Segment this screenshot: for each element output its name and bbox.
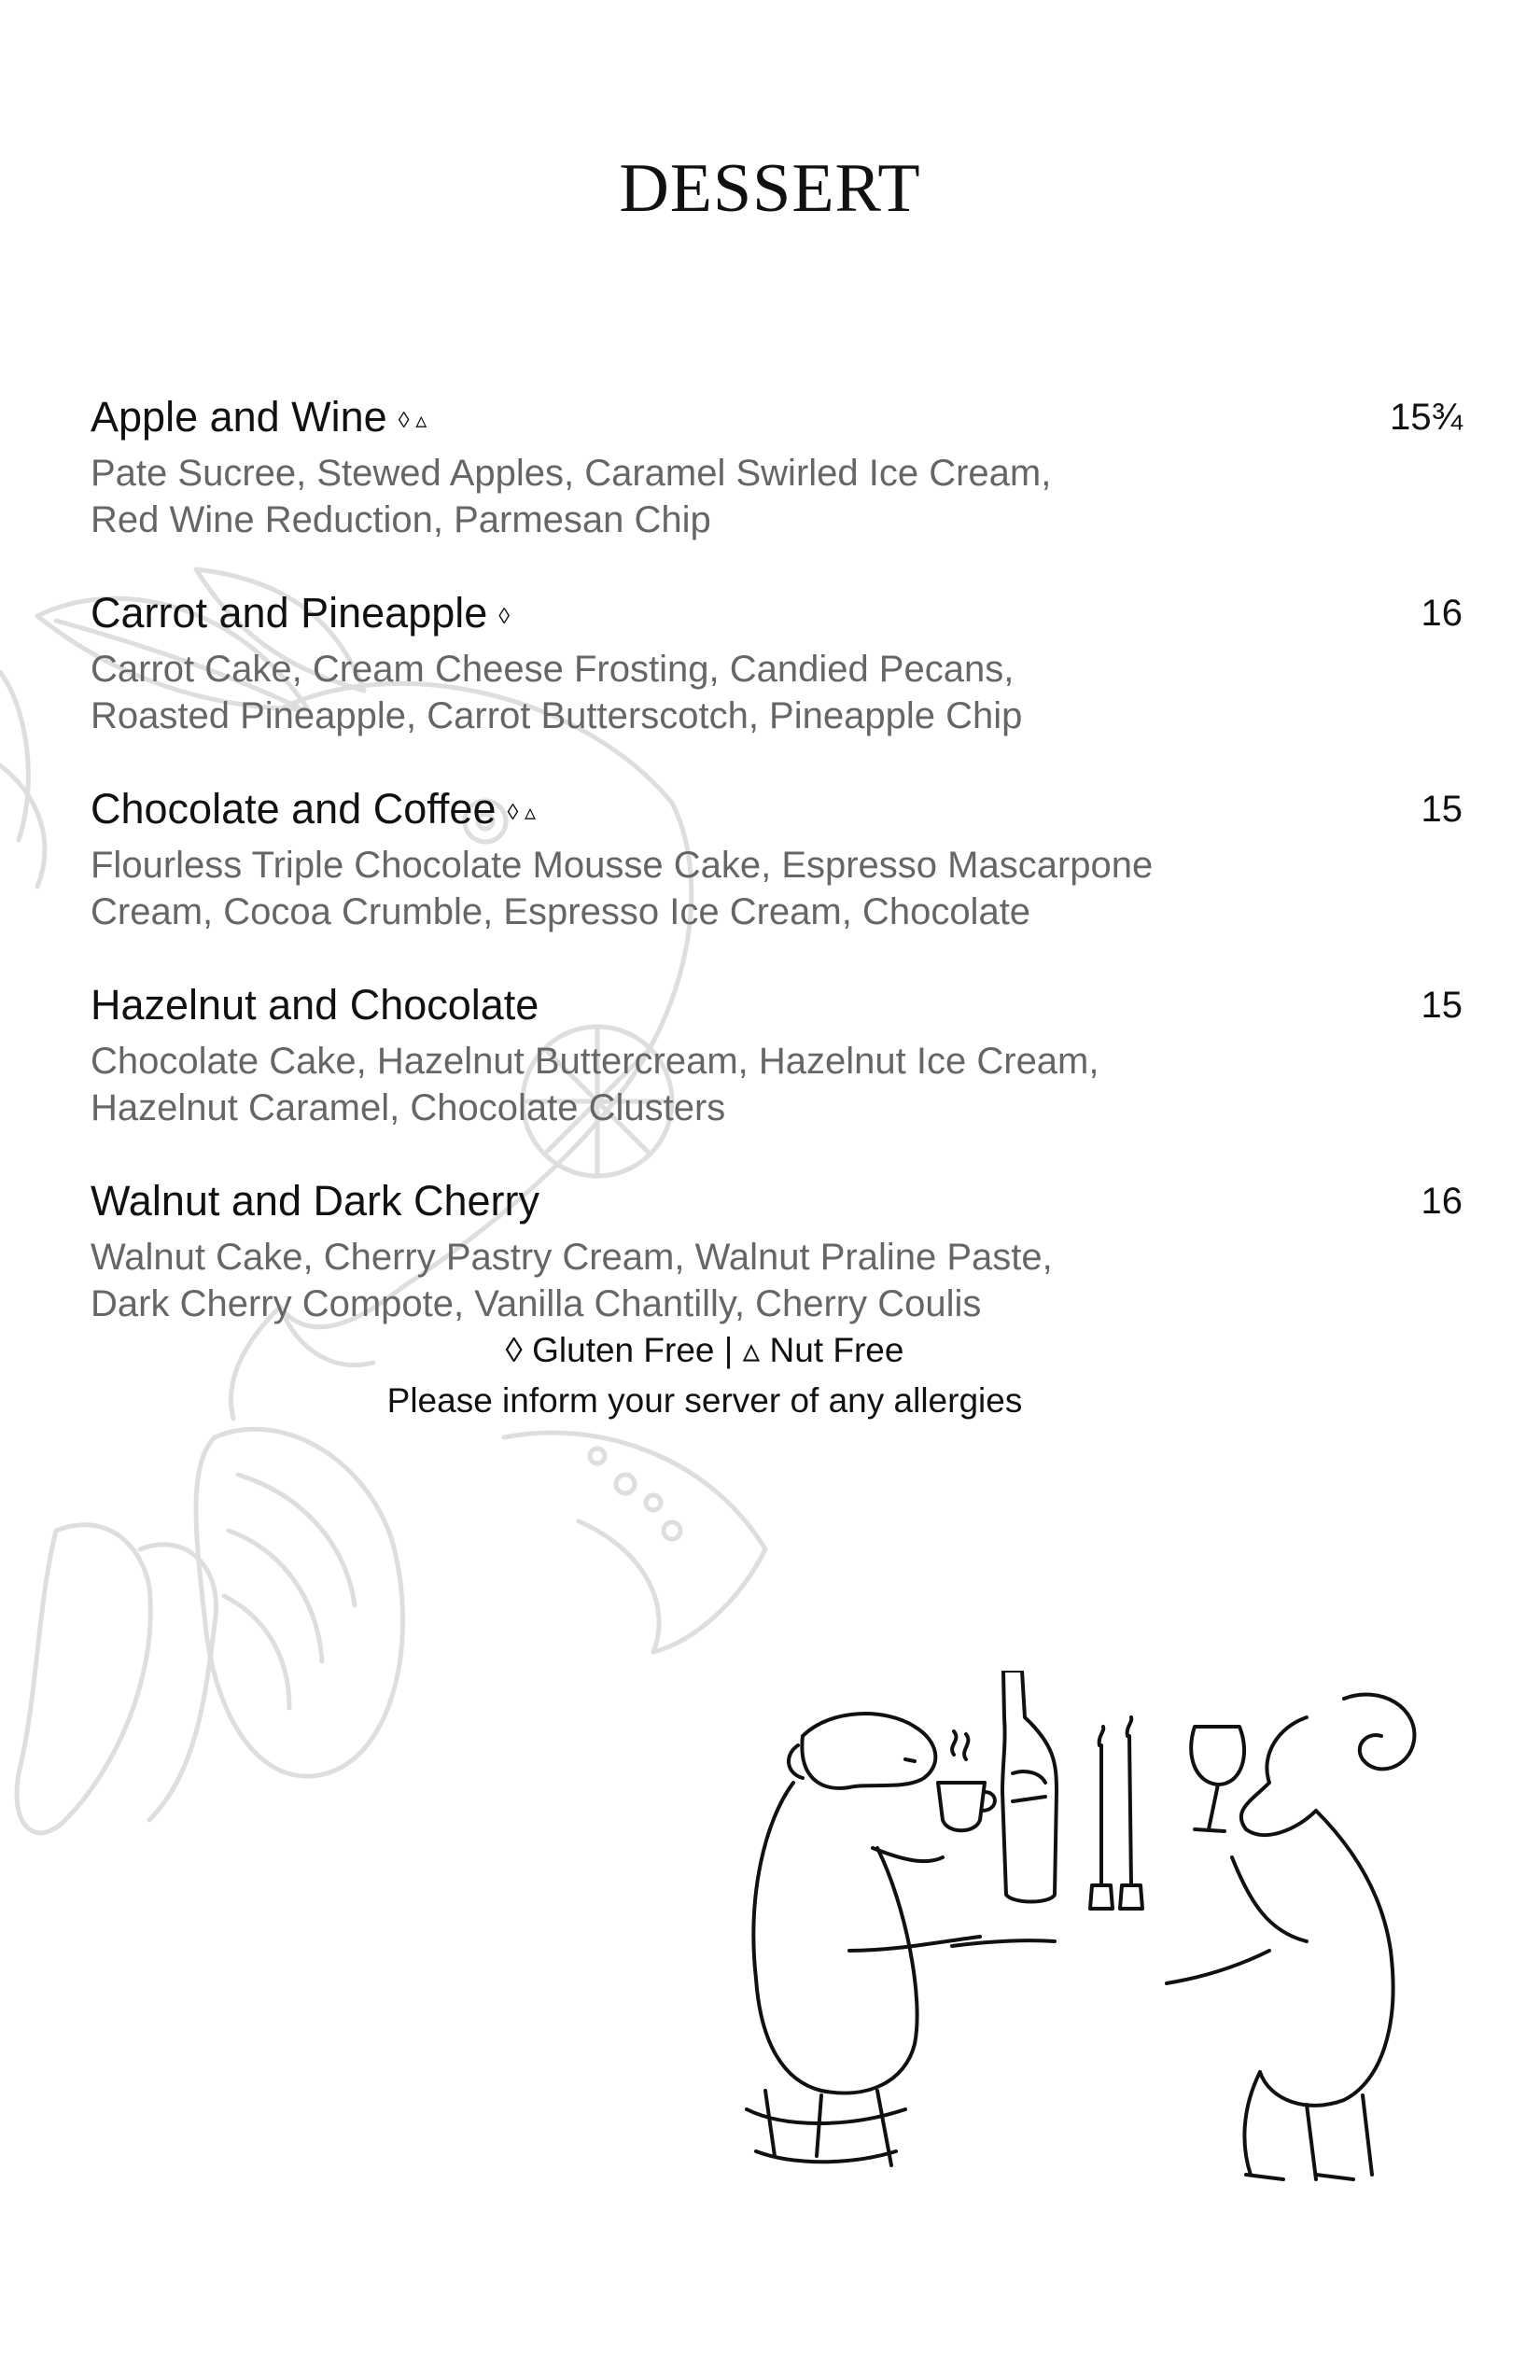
menu-item: [91, 1176, 1463, 1327]
menu-item-description: Carrot Cake, Cream Cheese Frosting, Candied Pecans,: [91, 649, 1015, 690]
menu-item-description: Hazelnut Caramel, Chocolate Clusters: [91, 1087, 726, 1128]
menu-item-description: Dark Cherry Compote, Vanilla Chantilly, Cherry Coulis: [91, 1283, 982, 1324]
allergy-notice: Please inform your server of any allergies: [386, 1381, 1023, 1420]
right-sheep-drawing: [1167, 1695, 1414, 2179]
menu-item-description: Pate Sucree, Stewed Apples, Caramel Swirled Ice Cream,: [91, 453, 1052, 494]
menu-item: [91, 784, 1463, 935]
menu-item-name: Chocolate and Coffee: [91, 785, 497, 833]
bone-sketch: [17, 1525, 150, 1833]
oyster-sketch: [196, 1429, 403, 1776]
legend-key: ◊ Gluten Free | ▵ Nut Free: [505, 1331, 904, 1369]
menu-item: [91, 588, 1463, 739]
menu-item-description: Walnut Cake, Cherry Pastry Cream, Walnut Praline Paste,: [91, 1237, 1053, 1278]
dessert-menu-list: [91, 392, 1463, 1372]
sheep-dinner-illustration: [709, 1671, 1475, 2193]
menu-item: [91, 980, 1463, 1131]
menu-item-description: Roasted Pineapple, Carrot Butterscotch, Pineapple Chip: [91, 695, 1023, 736]
menu-item-name: Walnut and Dark Cherry: [91, 1177, 540, 1225]
dietary-marks: ◊ ▵: [398, 408, 427, 433]
menu-item-description: Red Wine Reduction, Parmesan Chip: [91, 499, 711, 540]
coffee-cup-drawing: [938, 1731, 1055, 1946]
candles-drawing: [1090, 1717, 1142, 1909]
menu-item-name: Apple and Wine: [91, 393, 387, 441]
menu-item-name: Hazelnut and Chocolate: [91, 981, 539, 1029]
menu-item-description: Chocolate Cake, Hazelnut Buttercream, Hazelnut Ice Cream,: [91, 1041, 1099, 1082]
fish-tail-sketch: [504, 1433, 765, 1652]
menu-item-name: Carrot and Pineapple: [91, 589, 488, 637]
menu-item-description: Flourless Triple Chocolate Mousse Cake, Espresso Mascarpone: [91, 845, 1154, 886]
wine-glass-drawing: [1191, 1727, 1244, 1831]
wine-bottle-drawing: [1002, 1671, 1057, 1902]
menu-item: [91, 392, 1463, 543]
dietary-marks: ◊ ▵: [507, 800, 537, 825]
menu-item-price: 15: [1421, 789, 1463, 830]
menu-item-price: 16: [1421, 593, 1463, 634]
menu-item-price: 15: [1421, 985, 1463, 1026]
menu-item-price: 16: [1421, 1181, 1463, 1222]
dietary-marks: ◊: [498, 604, 511, 629]
page-title: DESSERT: [619, 150, 921, 227]
menu-item-description: Cream, Cocoa Crumble, Espresso Ice Cream, Chocolate: [91, 891, 1031, 932]
allergen-legend: [0, 1325, 1409, 1426]
menu-item-price: 15¾: [1390, 397, 1463, 438]
